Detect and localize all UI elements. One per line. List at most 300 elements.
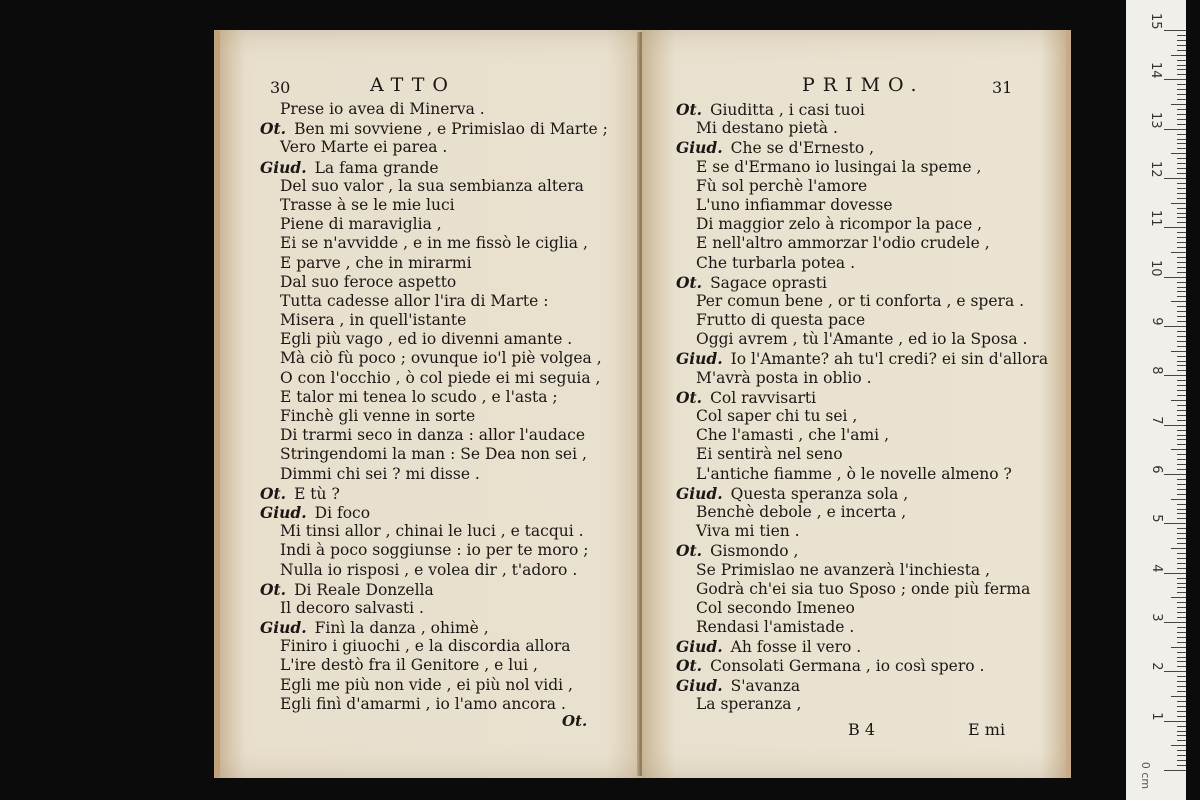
ruler-tick: [1177, 681, 1186, 682]
verse-text: Del suo valor , la sua sembianza altera: [280, 176, 584, 195]
ruler-tick: [1177, 528, 1186, 529]
verse-text: Se Primislao ne avanzerà l'inchiesta ,: [696, 560, 991, 579]
ruler-tick: [1177, 637, 1186, 638]
ruler-tick: [1177, 701, 1186, 702]
verse-text: E se d'Ermano io lusingai la speme ,: [696, 157, 982, 176]
ruler-label: 9: [1148, 317, 1164, 326]
ruler-label: 11: [1148, 210, 1164, 227]
verse-text: Gismondo ,: [710, 542, 799, 561]
ruler-tick: [1177, 607, 1186, 608]
ruler-tick: [1177, 331, 1186, 332]
ruler-label: 13: [1148, 111, 1164, 129]
speaker-label: Ot.: [260, 483, 287, 503]
verse-text: O con l'occhio , ò col piede ei mi seguia ,: [280, 368, 601, 387]
verse-line: [260, 177, 640, 196]
left-page-number: 30: [270, 78, 291, 97]
ruler-label: 5: [1148, 514, 1164, 523]
ruler-unit-label: 0 cm: [1139, 761, 1153, 790]
verse-line: [260, 215, 640, 234]
ruler-tick: [1177, 60, 1186, 61]
ruler-tick: [1171, 351, 1186, 352]
verse-line: [260, 445, 640, 464]
ruler-tick: [1177, 563, 1186, 564]
verse-text: Vero Marte ei parea .: [280, 138, 448, 157]
verse-line: [260, 158, 640, 177]
ruler-tick: [1177, 74, 1186, 75]
ruler-tick: [1164, 622, 1186, 623]
ruler-tick: [1177, 222, 1186, 223]
ruler-tick: [1177, 119, 1186, 120]
ruler-tick: [1164, 178, 1186, 179]
ruler-tick: [1177, 587, 1186, 588]
ruler-label: 7: [1148, 415, 1164, 425]
ruler-tick: [1177, 489, 1186, 490]
ruler-tick: [1177, 267, 1186, 268]
ruler-tick: [1177, 356, 1186, 357]
verse-text: Egli me più non vide , ei più nol vidi ,: [280, 675, 573, 694]
ruler-tick: [1177, 321, 1186, 322]
ruler-tick: [1171, 597, 1186, 598]
ruler-tick: [1177, 237, 1186, 238]
verse-line: [260, 292, 640, 311]
ruler-tick: [1177, 282, 1186, 283]
ruler-tick: [1177, 193, 1186, 194]
verse-text: L'antiche fiamme , ò le novelle almeno ?: [696, 464, 1012, 483]
verse-text: M'avrà posta in oblio .: [696, 368, 872, 387]
speaker-label: Ot.: [260, 579, 287, 599]
verse-line: [676, 254, 1056, 273]
verse-text: Che se d'Ernesto ,: [730, 139, 875, 158]
ruler-tick: [1177, 642, 1186, 643]
verse-text: Oggi avrem , tù l'Amante , ed io la Sposa .: [696, 330, 1028, 349]
ruler-tick: [1177, 385, 1186, 386]
ruler-tick: [1177, 494, 1186, 495]
ruler-tick: [1177, 336, 1186, 337]
ruler-tick: [1177, 726, 1186, 727]
ruler-tick: [1177, 479, 1186, 480]
verse-line: [260, 349, 640, 368]
ruler-tick: [1177, 691, 1186, 692]
ruler-tick: [1177, 533, 1186, 534]
verse-line: [260, 484, 640, 503]
verse-text: Ei se n'avvidde , e in me fissò le ciglia ,: [280, 234, 588, 253]
verse-text: Io l'Amante? ah tu'l credi? ei sin d'allora: [730, 350, 1049, 369]
verse-text: Ei sentirà nel seno: [696, 445, 843, 464]
ruler-tick: [1164, 375, 1186, 376]
verse-line: [676, 445, 1056, 464]
ruler-tick: [1177, 612, 1186, 613]
speaker-label: Giud.: [676, 483, 723, 503]
verse-line: [260, 541, 640, 560]
ruler-tick: [1171, 400, 1186, 401]
ruler-tick: [1177, 341, 1186, 342]
verse-text: E tù ?: [294, 484, 340, 503]
verse-line: [260, 369, 640, 388]
ruler-tick: [1177, 592, 1186, 593]
verse-text: La speranza ,: [696, 694, 802, 713]
verse-line: [260, 311, 640, 330]
verse-line: [676, 215, 1056, 234]
verse-line: [676, 503, 1056, 522]
ruler-tick: [1164, 425, 1186, 426]
ruler-tick: [1164, 129, 1186, 130]
ruler-tick: [1177, 583, 1186, 584]
ruler-tick: [1177, 188, 1186, 189]
verse-text: Misera , in quell'istante: [280, 311, 467, 330]
ruler-tick: [1171, 55, 1186, 56]
verse-line: [676, 522, 1056, 541]
verse-line: [260, 503, 640, 522]
verse-text: L'uno infiammar dovesse: [696, 195, 893, 214]
verse-line: [676, 541, 1056, 560]
ruler-tick: [1177, 158, 1186, 159]
verse-text: Finchè gli venne in sorte: [280, 407, 476, 425]
ruler-label: 4: [1148, 563, 1164, 573]
verse-text: Questa speranza sola ,: [730, 484, 909, 503]
verse-text: Finiro i giuochi , e la discordia allora: [280, 637, 571, 656]
verse-text: Dimmi chi sei ? mi disse .: [280, 464, 480, 483]
ruler-tick: [1177, 395, 1186, 396]
ruler-tick: [1177, 287, 1186, 288]
ruler-tick: [1177, 410, 1186, 411]
verse-line: [260, 330, 640, 349]
ruler-tick: [1177, 65, 1186, 66]
verse-text: Di trarmi seco in danza : allor l'audace: [280, 426, 586, 445]
ruler-tick: [1164, 523, 1186, 524]
verse-line: [260, 388, 640, 407]
verse-text: Ah fosse il vero .: [730, 638, 862, 657]
ruler-tick: [1177, 755, 1186, 756]
ruler-tick: [1177, 716, 1186, 717]
speaker-label: Giud.: [676, 138, 723, 158]
verse-text: Viva mi tien .: [696, 522, 800, 541]
ruler-tick: [1177, 666, 1186, 667]
ruler-tick: [1164, 79, 1186, 80]
verse-text: Piene di maraviglia ,: [280, 215, 442, 234]
ruler-tick: [1164, 770, 1186, 771]
ruler-tick: [1164, 30, 1186, 31]
verse-line: [260, 637, 640, 656]
verse-text: Di maggior zelo à ricompor la pace ,: [696, 215, 983, 234]
ruler-tick: [1177, 765, 1186, 766]
verse-line: [676, 484, 1056, 503]
verse-line: [260, 618, 640, 637]
verse-text: Prese io avea di Minerva .: [280, 100, 485, 118]
ruler-tick: [1177, 444, 1186, 445]
speaker-label: Ot.: [676, 100, 703, 119]
verse-line: [260, 273, 640, 292]
left-page: [214, 30, 648, 778]
ruler-tick: [1171, 696, 1186, 697]
verse-line: [676, 196, 1056, 215]
ruler-label: 3: [1148, 613, 1164, 622]
ruler-label: 14: [1148, 62, 1164, 79]
left-catchword: Ot.: [562, 712, 588, 730]
verse-line: [676, 407, 1056, 426]
ruler-tick: [1177, 509, 1186, 510]
speaker-label: Giud.: [260, 618, 307, 638]
ruler-tick: [1177, 464, 1186, 465]
verse-line: [676, 273, 1056, 292]
speaker-label: Ot.: [676, 656, 703, 676]
verse-text: Ben mi sovviene , e Primislao di Marte ;: [294, 120, 608, 139]
ruler-tick: [1177, 661, 1186, 662]
verse-line: [676, 388, 1056, 407]
ruler-tick: [1177, 439, 1186, 440]
ruler-tick: [1177, 168, 1186, 169]
ruler-tick: [1177, 543, 1186, 544]
verse-line: [260, 522, 640, 541]
verse-text: Sagace oprasti: [710, 273, 827, 292]
verse-text: Giuditta , i casi tuoi: [710, 101, 865, 119]
ruler-tick: [1164, 277, 1186, 278]
ruler-tick: [1177, 134, 1186, 135]
ruler-tick: [1177, 99, 1186, 100]
verse-line: [676, 138, 1056, 157]
ruler-label: 10: [1148, 259, 1164, 277]
speaker-label: Giud.: [676, 675, 723, 695]
verse-text: Nulla io risposi , e volea dir , t'adoro .: [280, 560, 578, 579]
ruler-tick: [1164, 573, 1186, 574]
verse-line: [260, 656, 640, 675]
verse-line: [676, 292, 1056, 311]
ruler-label: 6: [1148, 465, 1164, 474]
verse-line: [260, 407, 640, 426]
ruler-tick: [1177, 35, 1186, 36]
verse-text: Benchè debole , e incerta ,: [696, 502, 907, 521]
ruler-tick: [1177, 114, 1186, 115]
ruler-tick: [1177, 676, 1186, 677]
ruler-tick: [1177, 740, 1186, 741]
verse-line: [676, 676, 1056, 695]
verse-line: [260, 599, 640, 618]
ruler-tick: [1177, 346, 1186, 347]
verse-text: Che l'amasti , che l'ami ,: [696, 426, 889, 445]
verse-text: Il decoro salvasti .: [280, 598, 424, 617]
ruler-tick: [1177, 262, 1186, 263]
speaker-label: Ot.: [260, 119, 287, 139]
ruler-tick: [1177, 247, 1186, 248]
verse-line: [676, 561, 1056, 580]
ruler-tick: [1177, 657, 1186, 658]
ruler-tick: [1177, 731, 1186, 732]
verse-line: [676, 330, 1056, 349]
verse-line: [260, 138, 640, 157]
ruler-tick: [1171, 745, 1186, 746]
ruler-tick: [1177, 291, 1186, 292]
ruler-tick: [1177, 469, 1186, 470]
ruler-tick: [1177, 109, 1186, 110]
open-book: [208, 24, 1066, 780]
verse-line: [676, 599, 1056, 618]
ruler-tick: [1177, 380, 1186, 381]
ruler-tick: [1177, 558, 1186, 559]
verse-line: [676, 369, 1056, 388]
ruler-tick: [1177, 750, 1186, 751]
verse-text: Mà ciò fù poco ; ovunque io'l piè volgea ,: [280, 349, 602, 368]
ruler-tick: [1177, 578, 1186, 579]
verse-line: [676, 158, 1056, 177]
ruler-tick: [1177, 124, 1186, 125]
ruler-tick: [1177, 232, 1186, 233]
verse-line: [260, 676, 640, 695]
verse-text: E talor mi tenea lo scudo , e l'asta ;: [280, 387, 558, 406]
ruler-tick: [1177, 405, 1186, 406]
verse-line: [676, 580, 1056, 599]
verse-line: [260, 234, 640, 253]
verse-text: Finì la danza , ohimè ,: [314, 619, 489, 638]
verse-line: [676, 465, 1056, 484]
ruler-tick: [1177, 183, 1186, 184]
verse-line: [676, 349, 1056, 368]
ruler-tick: [1177, 553, 1186, 554]
ruler-tick: [1177, 370, 1186, 371]
ruler-tick: [1177, 686, 1186, 687]
ruler-label: 1: [1148, 711, 1164, 721]
verse-text: La fama grande: [314, 158, 439, 177]
ruler-tick: [1177, 50, 1186, 51]
verse-text: Di foco: [314, 503, 371, 522]
ruler-tick: [1177, 390, 1186, 391]
ruler-tick: [1164, 474, 1186, 475]
ruler-label: 2: [1148, 662, 1164, 671]
ruler-tick: [1177, 652, 1186, 653]
left-page-text: [260, 100, 640, 714]
verse-text: Rendasi l'amistade .: [696, 618, 855, 637]
verse-line: [676, 426, 1056, 445]
verse-line: [260, 196, 640, 215]
verse-line: [676, 618, 1056, 637]
ruler-tick: [1171, 548, 1186, 549]
ruler-tick: [1177, 84, 1186, 85]
ruler-tick: [1177, 208, 1186, 209]
verse-line: [676, 311, 1056, 330]
verse-text: E parve , che in mirarmi: [280, 253, 472, 272]
verse-line: [260, 580, 640, 599]
ruler-tick: [1177, 257, 1186, 258]
ruler-tick: [1177, 484, 1186, 485]
ruler-tick: [1171, 153, 1186, 154]
speaker-label: Ot.: [676, 541, 703, 561]
ruler-tick: [1164, 671, 1186, 672]
right-catchword: E mi: [968, 720, 1006, 739]
ruler-tick: [1177, 69, 1186, 70]
ruler-tick: [1171, 449, 1186, 450]
ruler-tick: [1177, 435, 1186, 436]
verse-text: Dal suo feroce aspetto: [280, 272, 457, 291]
right-page: [642, 30, 1071, 778]
ruler-tick: [1177, 632, 1186, 633]
ruler-tick: [1177, 627, 1186, 628]
ruler-tick: [1177, 617, 1186, 618]
ruler-tick: [1177, 316, 1186, 317]
verse-line: [260, 100, 640, 119]
speaker-label: Ot.: [676, 387, 703, 407]
verse-text: Che turbarla potea .: [696, 253, 856, 272]
speaker-label: Giud.: [676, 349, 723, 369]
ruler-tick: [1177, 272, 1186, 273]
verse-text: Fù sol perchè l'amore: [696, 176, 868, 195]
ruler-tick: [1177, 513, 1186, 514]
verse-text: Egli finì d'amarmi , io l'amo ancora .: [280, 694, 566, 713]
ruler-tick: [1177, 45, 1186, 46]
ruler-tick: [1177, 306, 1186, 307]
right-page-text: [676, 100, 1056, 714]
ruler-tick: [1177, 711, 1186, 712]
ruler-tick: [1177, 143, 1186, 144]
verse-line: [676, 177, 1056, 196]
speaker-label: Giud.: [260, 157, 307, 177]
ruler-tick: [1177, 568, 1186, 569]
ruler-tick: [1177, 735, 1186, 736]
ruler-tick: [1164, 721, 1186, 722]
verse-text: L'ire destò fra il Genitore , e lui ,: [280, 656, 538, 675]
ruler-tick: [1164, 326, 1186, 327]
ruler-tick: [1177, 148, 1186, 149]
ruler-tick: [1177, 213, 1186, 214]
ruler-tick: [1171, 647, 1186, 648]
signature-mark: B 4: [848, 720, 876, 739]
ruler-tick: [1177, 538, 1186, 539]
ruler-tick: [1177, 139, 1186, 140]
left-running-header: ATTO: [370, 74, 456, 96]
ruler-tick: [1177, 173, 1186, 174]
verse-text: Col saper chi tu sei ,: [696, 407, 858, 425]
verse-text: E nell'altro ammorzar l'odio crudele ,: [696, 234, 990, 253]
ruler-tick: [1177, 518, 1186, 519]
ruler-tick: [1177, 94, 1186, 95]
verse-text: Col secondo Imeneo: [696, 598, 855, 617]
ruler-label: 15: [1148, 12, 1164, 30]
ruler-tick: [1177, 296, 1186, 297]
verse-text: Per comun bene , or ti conforta , e spera .: [696, 291, 1025, 310]
ruler-tick: [1177, 365, 1186, 366]
ruler-tick: [1177, 454, 1186, 455]
ruler-tick: [1171, 301, 1186, 302]
ruler-tick: [1177, 504, 1186, 505]
ruler-tick: [1177, 706, 1186, 707]
verse-text: Mi destano pietà .: [696, 119, 838, 138]
right-page-number: 31: [992, 78, 1013, 97]
verse-line: [260, 426, 640, 445]
verse-text: Stringendomi la man : Se Dea non sei ,: [280, 445, 587, 464]
verse-text: Frutto di questa pace: [696, 311, 866, 330]
verse-line: [676, 695, 1056, 714]
ruler-tick: [1164, 227, 1186, 228]
verse-text: Indi à poco soggiunse : io per te moro ;: [280, 541, 589, 560]
verse-line: [260, 254, 640, 273]
verse-line: [676, 656, 1056, 675]
verse-text: Mi tinsi allor , chinai le luci , e tacqui .: [280, 522, 584, 541]
ruler-tick: [1177, 198, 1186, 199]
ruler-tick: [1177, 311, 1186, 312]
ruler-label: 12: [1148, 160, 1164, 178]
ruler-tick: [1177, 420, 1186, 421]
speaker-label: Giud.: [260, 502, 307, 522]
verse-line: [676, 100, 1056, 119]
ruler-tick: [1177, 40, 1186, 41]
verse-line: [260, 561, 640, 580]
verse-line: [676, 119, 1056, 138]
verse-line: [260, 465, 640, 484]
ruler-tick: [1177, 602, 1186, 603]
ruler-tick: [1171, 499, 1186, 500]
speaker-label: Ot.: [676, 272, 703, 292]
verse-text: S'avanza: [730, 676, 801, 695]
verse-text: Tutta cadesse allor l'ira di Marte :: [280, 291, 549, 310]
ruler-tick: [1171, 203, 1186, 204]
ruler-tick: [1177, 217, 1186, 218]
